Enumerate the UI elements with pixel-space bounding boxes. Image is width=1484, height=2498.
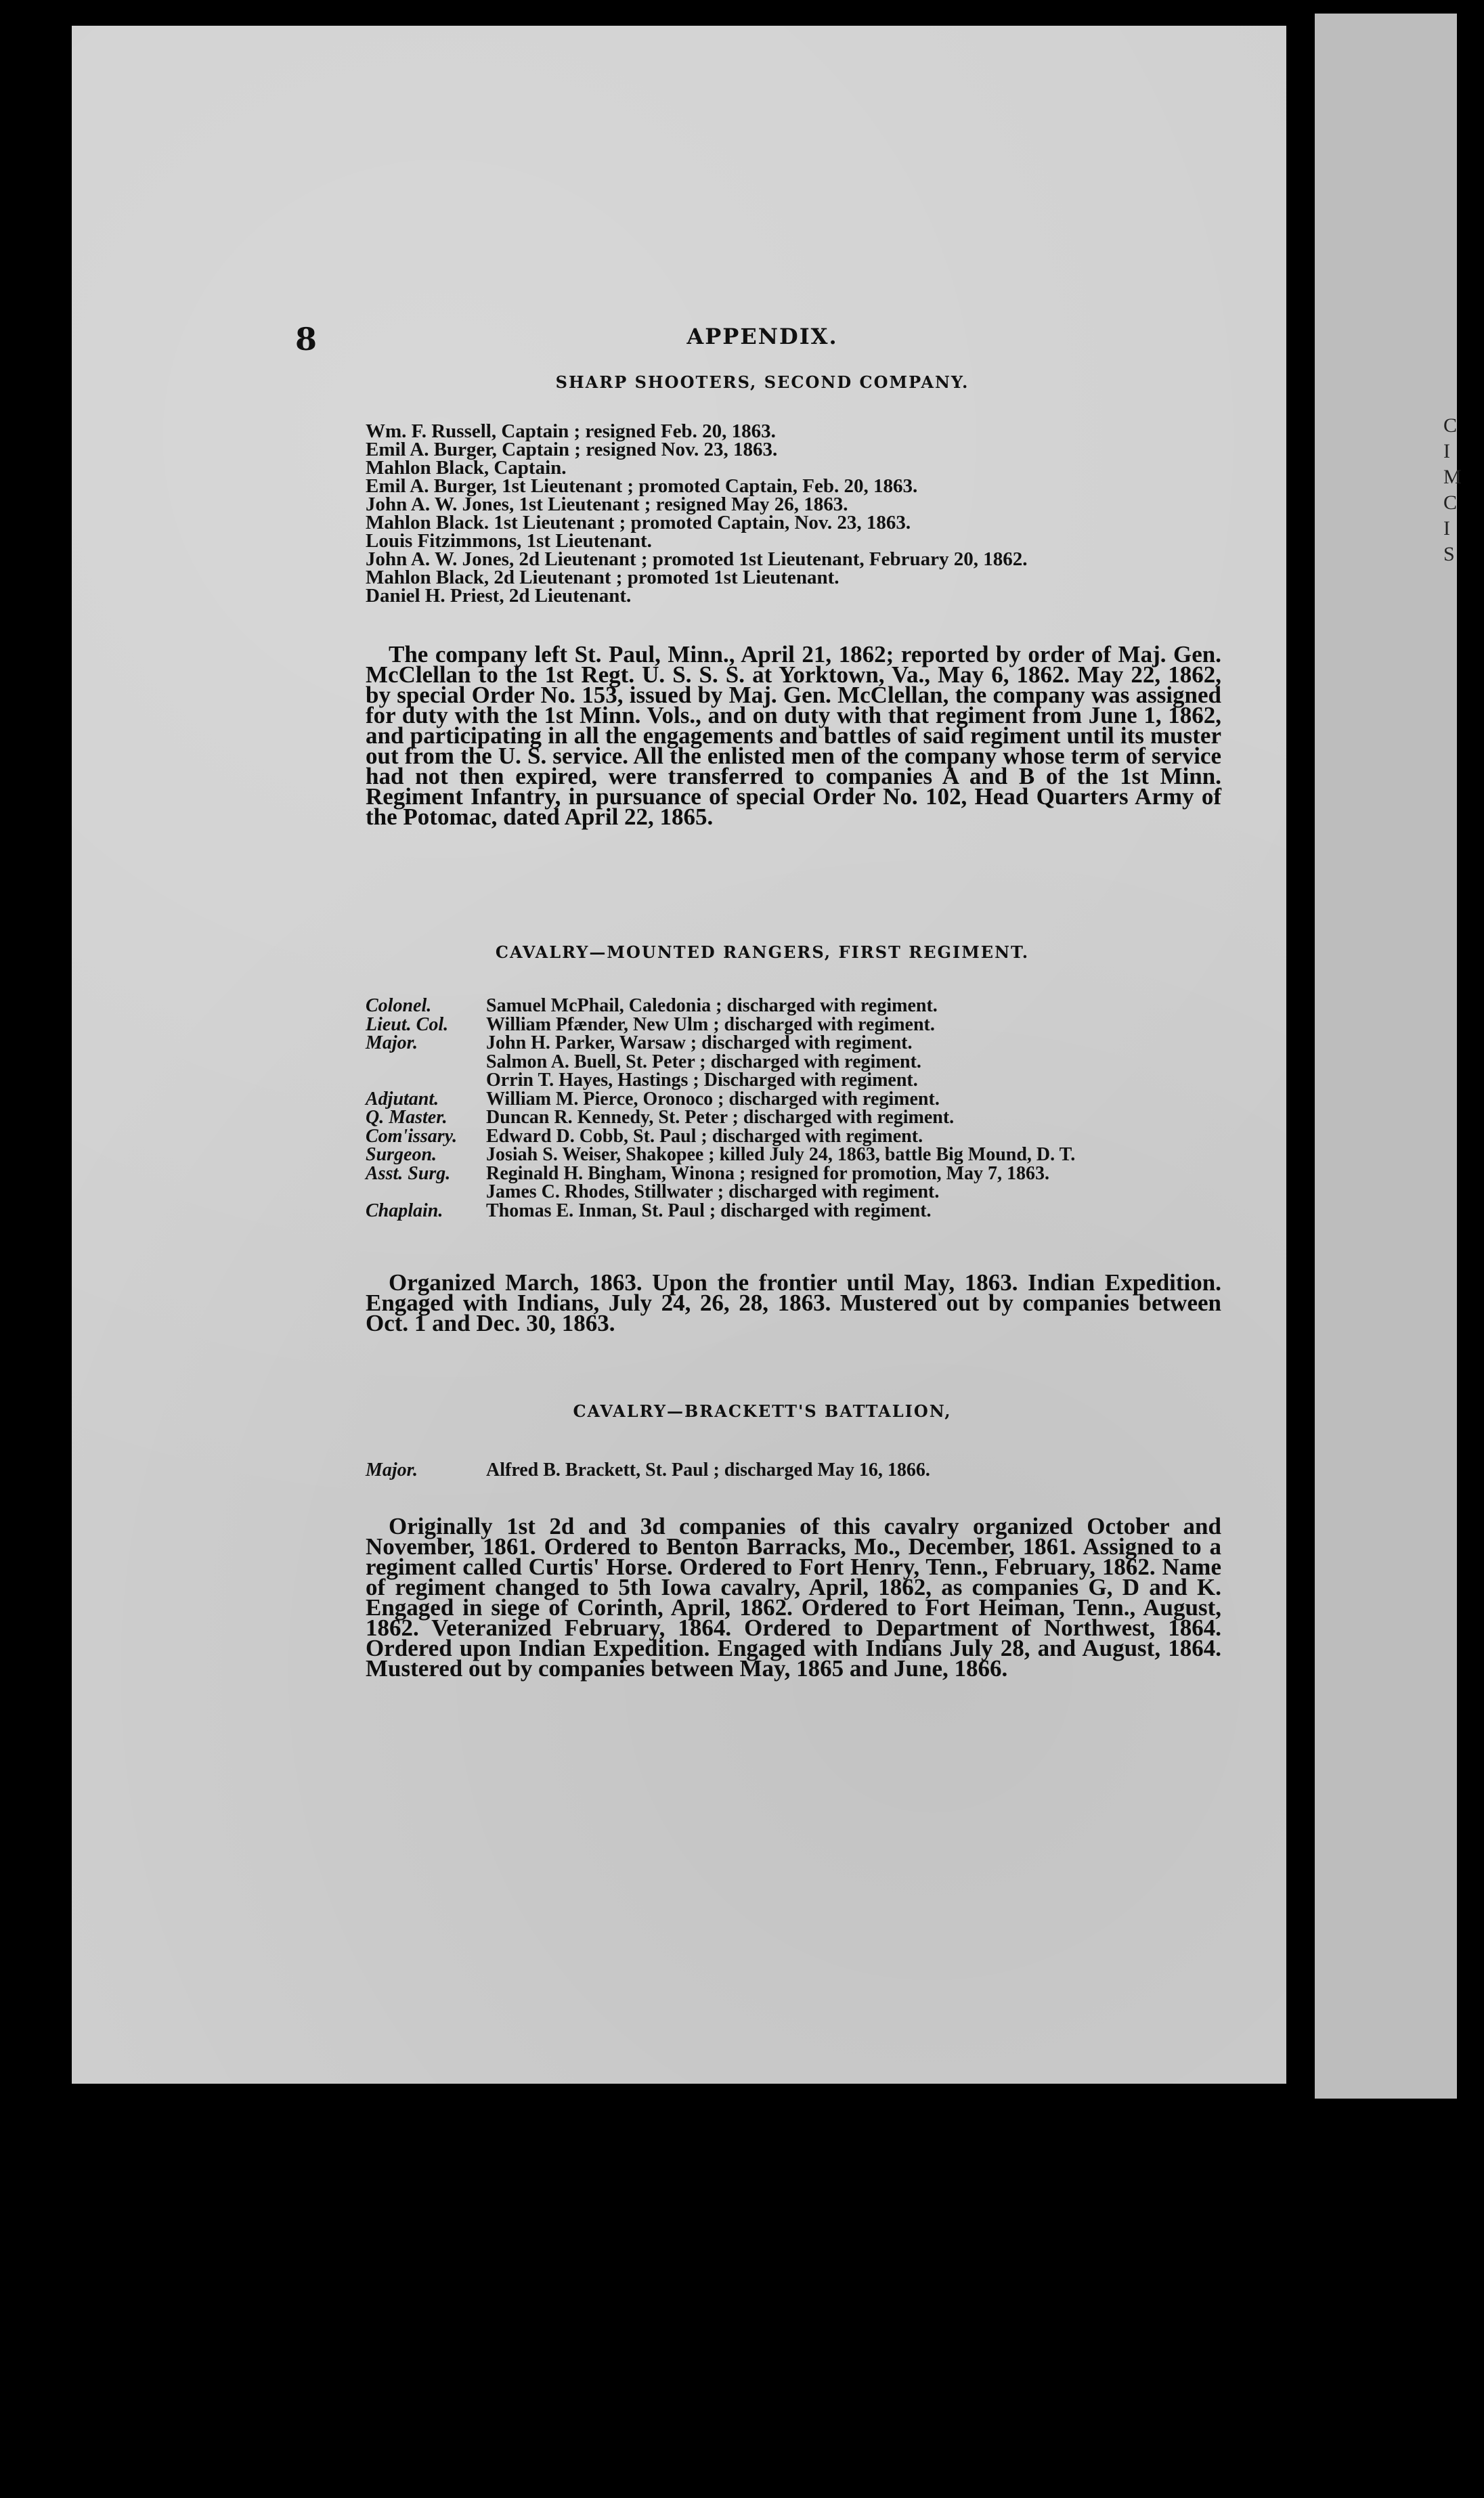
officer-entry: Orrin T. Hayes, Hastings ; Discharged with regiment. xyxy=(486,1070,918,1091)
officer-rank: Com'issary. xyxy=(366,1125,458,1147)
bracketts-major xyxy=(366,1460,1246,1481)
officer-rank: Chaplain. xyxy=(366,1200,443,1221)
officer-row xyxy=(366,996,1246,1015)
officer-entry: John H. Parker, Warsaw ; discharged with regiment. xyxy=(486,1032,913,1053)
page-number: 8 xyxy=(295,321,318,357)
roster-line: Daniel H. Priest, 2d Lieutenant. xyxy=(366,585,632,607)
edge-letter: I xyxy=(1443,517,1450,540)
officer-rank: Q. Master. xyxy=(366,1107,448,1128)
officer-entry: Thomas E. Inman, St. Paul ; discharged with regiment. xyxy=(486,1200,932,1221)
officer-row xyxy=(366,1183,1246,1202)
officer-rank: Major. xyxy=(366,1460,418,1481)
officer-entry: Salmon A. Buell, St. Peter ; discharged with regiment. xyxy=(486,1051,921,1072)
roster-line: Emil A. Burger, 1st Lieutenant ; promoted Captain, Feb. 20, 1863. xyxy=(366,475,918,497)
mounted-rangers-history xyxy=(366,1269,1221,1336)
officer-row xyxy=(366,1071,1246,1090)
section-heading-sharp-shooters: SHARP SHOOTERS, SECOND COMPANY. xyxy=(555,372,969,392)
officer-row xyxy=(366,1090,1246,1109)
officer-entry: Josiah S. Weiser, Shakopee ; killed July 24, 1863, battle Big Mound, D. T. xyxy=(486,1144,1076,1165)
section-heading-bracketts: CAVALRY—BRACKETT'S BATTALION, xyxy=(573,1401,952,1421)
officer-row xyxy=(366,1164,1246,1183)
officer-row xyxy=(366,1053,1246,1072)
officer-row xyxy=(366,1145,1246,1164)
roster-line: Louis Fitzimmons, 1st Lieutenant. xyxy=(366,530,652,552)
book-page xyxy=(72,26,1301,2084)
roster-line: Emil A. Burger, Captain ; resigned Nov. 23, 1863. xyxy=(366,439,778,460)
sharp-shooters-roster xyxy=(366,422,1246,605)
edge-letter: M xyxy=(1443,466,1462,488)
paragraph-text: The company left St. Paul, Minn., April 21, 1862; reported by order of Maj. Gen. McClellan to the 1st Regt. U. S. S. S. at Yorktown, Va., May 6, 1862. May 22, 1862, by special Order No. 153, issued by Maj. Gen. McClellan, the company was assigned for duty with the 1st Minn. Vols., and on duty with that regiment from June 1, 1862, and participating in all the engagements and battles of said regiment until its muster out from the U. S. service. All the enlisted men of the company whose term of service had not then expired, were transferred to companies A and B of the 1st Minn. Regiment Infantry, in pursuance of special Order No. 102, Head Quarters Army of the Potomac, dated April 22, 1865. xyxy=(366,641,1221,830)
officer-entry: Duncan R. Kennedy, St. Peter ; discharged with regiment. xyxy=(486,1107,955,1128)
paragraph-text: Originally 1st 2d and 3d companies of this cavalry organized October and November, 1861. Ordered to Benton Barracks, Mo., December, 1861. Assigned to a regiment called Curtis' Horse. Ordered to Fort Henry, Tenn., February, 1862. Name of regiment changed to 5th Iowa cavalry, April, 1862, as companies G, D and K. Engaged in siege of Corinth, April, 1862. Ordered to Fort Heiman, Tenn., August, 1862. Veteranized February, 1864. Ordered to Department of Northwest, 1864. Ordered upon Indian Expedition. Engaged with Indians July 28, and August, 1864. Mustered out by companies between May, 1865 and June, 1866. xyxy=(366,1513,1221,1682)
roster-line: John A. W. Jones, 1st Lieutenant ; resigned May 26, 1863. xyxy=(366,494,848,515)
officer-rank: Lieut. Col. xyxy=(366,1013,449,1035)
officer-row xyxy=(366,1127,1246,1146)
officer-row xyxy=(366,1034,1246,1053)
paragraph-text: Organized March, 1863. Upon the frontier until May, 1863. Indian Expedition. Engaged with Indians, July 24, 26, 28, 1863. Mustered out by companies between Oct. 1 and Dec. 30, 1863. xyxy=(366,1269,1221,1336)
officer-rank: Adjutant. xyxy=(366,1088,439,1110)
page-header xyxy=(295,321,1229,361)
roster-line: John A. W. Jones, 2d Lieutenant ; promoted 1st Lieutenant, February 20, 1862. xyxy=(366,548,1028,570)
officer-entry: Edward D. Cobb, St. Paul ; discharged with regiment. xyxy=(486,1125,923,1147)
running-head: APPENDIX. xyxy=(686,324,838,349)
section-heading-mounted-rangers: CAVALRY—MOUNTED RANGERS, FIRST REGIMENT. xyxy=(495,942,1030,962)
sharp-shooters-history xyxy=(366,641,1221,830)
officer-entry: William M. Pierce, Oronoco ; discharged with regiment. xyxy=(486,1088,940,1110)
officer-entry: William Pfænder, New Ulm ; discharged with regiment. xyxy=(486,1013,935,1035)
officer-rank: Asst. Surg. xyxy=(366,1162,451,1184)
officer-entry: James C. Rhodes, Stillwater ; discharged with regiment. xyxy=(486,1181,940,1202)
officer-rank: Major. xyxy=(366,1032,418,1053)
mounted-rangers-officers xyxy=(366,996,1246,1220)
edge-letter: I xyxy=(1443,440,1450,462)
officer-rank: Colonel. xyxy=(366,995,432,1016)
officer-row xyxy=(366,1202,1246,1221)
officer-entry: Alfred B. Brackett, St. Paul ; discharged May 16, 1866. xyxy=(486,1460,930,1481)
edge-letter: C xyxy=(1443,414,1458,437)
roster-line: Mahlon Black, 2d Lieutenant ; promoted 1st Lieutenant. xyxy=(366,567,839,588)
officer-row xyxy=(366,1015,1246,1034)
officer-rank xyxy=(366,1183,486,1202)
officer-rank xyxy=(366,1071,486,1090)
edge-letter: S xyxy=(1443,543,1455,565)
facing-page-edge xyxy=(1315,14,1462,2099)
bracketts-history xyxy=(366,1513,1221,1682)
officer-rank xyxy=(366,1053,486,1072)
roster-line: Wm. F. Russell, Captain ; resigned Feb. 20, 1863. xyxy=(366,420,776,442)
edge-letter: C xyxy=(1443,491,1458,514)
officer-entry: Samuel McPhail, Caledonia ; discharged with regiment. xyxy=(486,995,938,1016)
officer-entry: Reginald H. Bingham, Winona ; resigned for promotion, May 7, 1863. xyxy=(486,1162,1050,1184)
roster-line: Mahlon Black. 1st Lieutenant ; promoted Captain, Nov. 23, 1863. xyxy=(366,512,911,533)
facing-page-letters xyxy=(1443,413,1484,2498)
officer-rank: Surgeon. xyxy=(366,1144,437,1165)
officer-row xyxy=(366,1108,1246,1127)
roster-line: Mahlon Black, Captain. xyxy=(366,457,567,479)
